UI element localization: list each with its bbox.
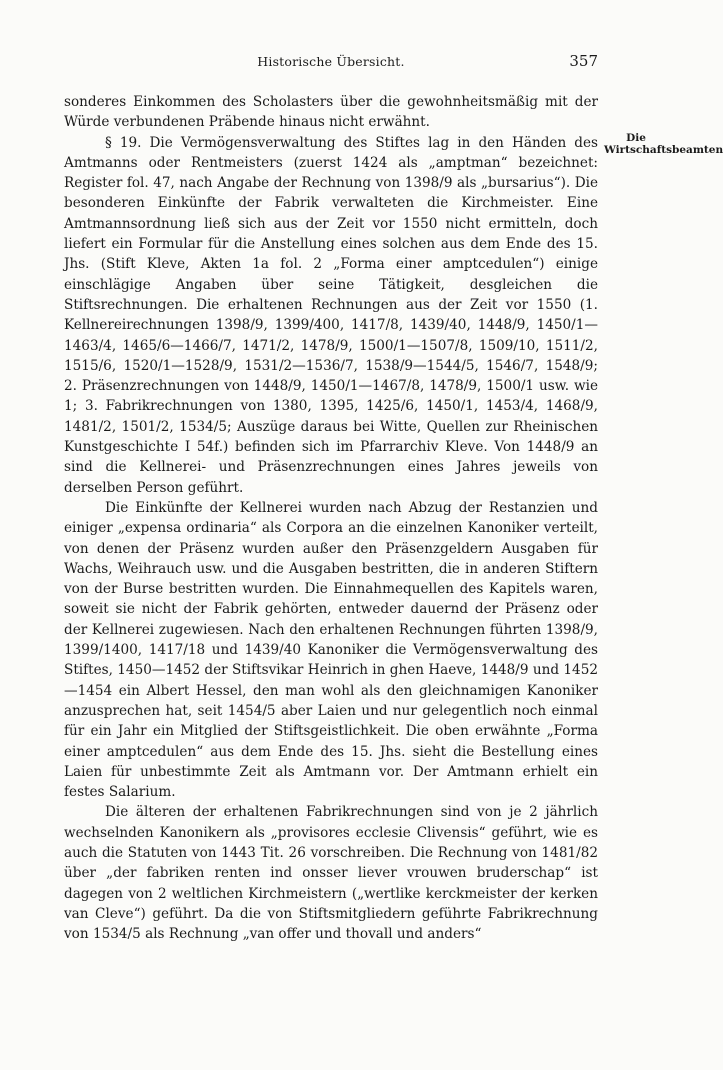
paragraph: Die Einkünfte der Kellnerei wurden nach Abzug der Restanzien und einiger „expensa ordinaria“ als Corpora an die einzelnen Kanoniker verteilt, von denen der Präsenz wurden außer den Präsenzgeldern Ausgaben für Wachs, Weihrauch usw. und die Ausgaben bestritten, die in anderen Stiftern von der Burse bestritten wurden. Die Einnahmequellen des Kapitels waren, soweit sie nicht der Fabrik gehörten, entweder dauernd der Präsenz oder der Kellnerei zugewiesen. Nach den erhaltenen Rechnungen führten 1398/9, 1399/1400, 1417/18 und 1439/40 Kanoniker die Vermögensverwaltung des Stiftes, 1450—1452 der Stiftsvikar Heinrich in ghen Haeve, 1448/9 und 1452—1454 ein Albert Hessel, den man wohl als den gleichnamigen Kanoniker anzusprechen hat, seit 1454/5 aber Laien und nur gelegentlich noch einmal für ein Jahr ein Mitglied der Stiftsgeistlichkeit. Die oben erwähnte „Forma einer amptcedulen“ aus dem Ende des 15. Jhs. sieht die Bestellung eines Laien für unbestimmte Zeit als Amtmann vor. Der Amtmann erhielt ein festes Salarium. [64, 499, 598, 801]
running-title: Historische Übersicht. [257, 54, 405, 69]
marginal-note: Die Wirtschaftsbeamten [604, 132, 723, 156]
paragraph: Die älteren der erhaltenen Fabrikrechnungen sind von je 2 jährlich wechselnden Kanonikern als „provisores ecclesie Clivensis“ geführt, wie es auch die Statuten von 1443 Tit. 26 vorschreiben. Die Rechnung von 1481/82 über „der fabriken renten ind onsser liever vrouwen bruderschap“ ist dagegen von 2 weltlichen Kirchmeistern („wertlike kerckmeister der kerken van Cleve“) geführt. Da die von Stiftsmitgliedern geführte Fabrikrechnung von 1534/5 als Rechnung „van offer und thovall und anders“ [64, 804, 598, 943]
page-number: 357 [569, 52, 598, 70]
body-text [64, 92, 598, 944]
page-header [64, 54, 598, 74]
paragraph-section-19: § 19. Die Vermögensverwaltung des Stiftes lag in den Händen des Amtmanns oder Rentmeisters (zuerst 1424 als „amptman“ bezeichnet: Register fol. 47, nach Angabe der Rechnung von 1398/9 als „bursarius“). Die besonderen Einkünfte der Fabrik verwalteten die Kirchmeister. Eine Amtmannsordnung ließ sich aus der Zeit vor 1550 nicht ermitteln, doch liefert ein Formular für die Anstellung eines solchen aus dem Ende des 15. Jhs. (Stift Kleve, Akten 1a fol. 2 „Forma einer amptcedulen“) einige einschlägige Angaben über seine Tätigkeit, desgleichen die Stiftsrechnungen. Die erhaltenen Rechnungen aus der Zeit vor 1550 (1. Kellnereirechnungen 1398/9, 1399/400, 1417/8, 1439/40, 1448/9, 1450/1—1463/4, 1465/6—1466/7, 1471/2, 1478/9, 1500/1—1507/8, 1509/10, 1511/2, 1515/6, 1520/1—1528/9, 1531/2—1536/7, 1538/9—1544/5, 1546/7, 1548/9; 2. Präsenzrechnungen von 1448/9, 1450/1—1467/8, 1478/9, 1500/1 usw. wie 1; 3. Fabrikrechnungen von 1380, 1395, 1425/6, 1450/1, 1453/4, 1468/9, 1481/2, 1501/2, 1534/5; Auszüge daraus bei Witte, Quellen zur Rheinischen Kunstgeschichte I 54f.) befinden sich im Pfarrarchiv Kleve. Von 1448/9 an sind die Kellnerei- und Präsenzrechnungen eines Jahres jeweils von derselben Person geführt. [64, 134, 598, 496]
paragraph: sonderes Einkommen des Scholasters über die gewohnheitsmäßig mit der Würde verbundenen Präbende hinaus nicht erwähnt. [64, 94, 598, 131]
